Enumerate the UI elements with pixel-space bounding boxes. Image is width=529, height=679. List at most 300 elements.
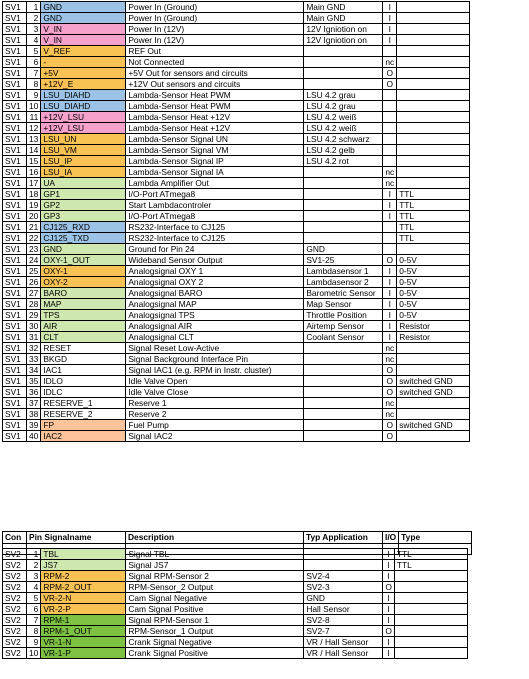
type-cell bbox=[397, 46, 470, 57]
pin-cell: 4 bbox=[27, 582, 41, 593]
pin-cell: 30 bbox=[27, 321, 41, 332]
description-cell: Lambda-Sensor Signal IP bbox=[126, 156, 304, 167]
io-cell bbox=[383, 244, 397, 255]
type-cell bbox=[397, 90, 470, 101]
pin-cell: 22 bbox=[27, 233, 41, 244]
header-pin-signal: Pin Signalname bbox=[27, 532, 126, 544]
pin-cell: 9 bbox=[27, 90, 41, 101]
application-cell: GND bbox=[304, 244, 383, 255]
description-cell: Analogsignal OXY 1 bbox=[126, 266, 304, 277]
description-cell: Lambda-Sensor Heat PWM bbox=[126, 90, 304, 101]
description-cell: Cam Signal Negative bbox=[126, 593, 304, 604]
signal-name-cell: BARO bbox=[41, 288, 126, 299]
io-cell: nc bbox=[383, 178, 397, 189]
type-cell bbox=[397, 68, 470, 79]
signal-name-cell: RPM-1 bbox=[41, 615, 126, 626]
type-cell bbox=[397, 2, 470, 13]
type-cell bbox=[397, 409, 470, 420]
pin-cell: 14 bbox=[27, 145, 41, 156]
connector-cell: SV1 bbox=[3, 200, 27, 211]
connector-cell: SV1 bbox=[3, 112, 27, 123]
table-row bbox=[3, 615, 468, 626]
connector-cell: SV1 bbox=[3, 57, 27, 68]
io-cell: I bbox=[383, 560, 395, 571]
application-cell bbox=[304, 409, 383, 420]
application-cell bbox=[304, 354, 383, 365]
table-row bbox=[3, 112, 470, 123]
application-cell: Lambdasensor 1 bbox=[304, 266, 383, 277]
type-cell bbox=[397, 156, 470, 167]
signal-name-cell: GND bbox=[41, 13, 126, 24]
io-cell: O bbox=[383, 626, 395, 637]
connector-cell: SV1 bbox=[3, 244, 27, 255]
signal-name-cell: LSU_VM bbox=[41, 145, 126, 156]
io-cell: nc bbox=[383, 167, 397, 178]
description-cell: Analogsignal TPS bbox=[126, 310, 304, 321]
description-cell: Power In (Ground) bbox=[126, 2, 304, 13]
connector-cell: SV1 bbox=[3, 101, 27, 112]
connector-cell: SV1 bbox=[3, 156, 27, 167]
pin-cell: 23 bbox=[27, 244, 41, 255]
pin-cell: 35 bbox=[27, 376, 41, 387]
type-cell bbox=[397, 24, 470, 35]
io-cell bbox=[383, 112, 397, 123]
table-row bbox=[3, 549, 468, 560]
description-cell: I/O-Port ATmega8 bbox=[126, 189, 304, 200]
description-cell: Lambda-Sensor Heat +12V bbox=[126, 123, 304, 134]
table-row bbox=[3, 387, 470, 398]
signal-name-cell: VR-2-N bbox=[41, 593, 126, 604]
signal-name-cell: RPM-2_OUT bbox=[41, 582, 126, 593]
application-cell: LSU 4.2 rot bbox=[304, 156, 383, 167]
connector-cell: SV1 bbox=[3, 2, 27, 13]
table-row bbox=[3, 648, 468, 659]
io-cell: O bbox=[383, 365, 397, 376]
type-cell: TTL bbox=[394, 549, 467, 560]
signal-name-cell: CJ125_TXD bbox=[41, 233, 126, 244]
application-cell: Barometric Sensor bbox=[304, 288, 383, 299]
io-cell: I bbox=[383, 299, 397, 310]
type-cell bbox=[394, 582, 467, 593]
type-cell bbox=[397, 343, 470, 354]
pin-cell: 10 bbox=[27, 648, 41, 659]
connector-cell: SV2 bbox=[3, 626, 27, 637]
type-cell: TTL bbox=[397, 222, 470, 233]
signal-name-cell: IDLC bbox=[41, 387, 126, 398]
io-cell bbox=[383, 134, 397, 145]
pin-cell: 33 bbox=[27, 354, 41, 365]
type-cell: Resistor bbox=[397, 332, 470, 343]
pin-cell: 13 bbox=[27, 134, 41, 145]
connector-cell: SV1 bbox=[3, 398, 27, 409]
signal-name-cell: RESERVE_2 bbox=[41, 409, 126, 420]
signal-name-cell: CJ125_RXD bbox=[41, 222, 126, 233]
description-cell: Crank Signal Negative bbox=[126, 637, 304, 648]
table-row bbox=[3, 167, 470, 178]
pin-cell: 4 bbox=[27, 35, 41, 46]
io-cell: nc bbox=[383, 354, 397, 365]
application-cell: SV2-3 bbox=[304, 582, 383, 593]
pin-cell: 21 bbox=[27, 222, 41, 233]
table-row bbox=[3, 376, 470, 387]
type-cell bbox=[397, 57, 470, 68]
application-cell: LSU 4.2 weiß bbox=[304, 112, 383, 123]
io-cell: I bbox=[383, 593, 395, 604]
signal-name-cell: UA bbox=[41, 178, 126, 189]
signal-name-cell: VR-2-P bbox=[41, 604, 126, 615]
signal-name-cell: GP3 bbox=[41, 211, 126, 222]
application-cell bbox=[304, 560, 383, 571]
application-cell: VR / Hall Sensor bbox=[304, 648, 383, 659]
connector-cell: SV2 bbox=[3, 637, 27, 648]
type-cell bbox=[394, 637, 467, 648]
io-cell bbox=[383, 233, 397, 244]
signal-name-cell: VR-1-N bbox=[41, 637, 126, 648]
io-cell: O bbox=[383, 387, 397, 398]
signal-name-cell: LSU_IA bbox=[41, 167, 126, 178]
application-cell: LSU 4.2 gelb bbox=[304, 145, 383, 156]
connector-cell: SV1 bbox=[3, 46, 27, 57]
description-cell: Not Connected bbox=[126, 57, 304, 68]
description-cell: Fuel Pump bbox=[126, 420, 304, 431]
connector-cell: SV1 bbox=[3, 24, 27, 35]
connector-cell: SV1 bbox=[3, 277, 27, 288]
io-cell: O bbox=[383, 582, 395, 593]
connector-cell: SV1 bbox=[3, 145, 27, 156]
io-cell: I bbox=[383, 648, 395, 659]
table-row bbox=[3, 178, 470, 189]
pin-cell: 8 bbox=[27, 626, 41, 637]
type-cell bbox=[397, 431, 470, 442]
signal-name-cell: FP bbox=[41, 420, 126, 431]
signal-name-cell: BKGD bbox=[41, 354, 126, 365]
signal-name-cell: RESET bbox=[41, 343, 126, 354]
type-cell bbox=[397, 145, 470, 156]
application-cell bbox=[304, 420, 383, 431]
type-cell: 0-5V bbox=[397, 277, 470, 288]
pin-cell: 9 bbox=[27, 637, 41, 648]
application-cell bbox=[304, 189, 383, 200]
description-cell: Lambda-Sensor Heat PWM bbox=[126, 101, 304, 112]
signal-name-cell: OXY-1_OUT bbox=[41, 255, 126, 266]
table-row bbox=[3, 354, 470, 365]
application-cell bbox=[304, 211, 383, 222]
application-cell bbox=[304, 79, 383, 90]
description-cell: RPM-Sensor_2 Output bbox=[126, 582, 304, 593]
signal-name-cell: JS7 bbox=[41, 560, 126, 571]
signal-name-cell: IDLO bbox=[41, 376, 126, 387]
description-cell: Analogsignal MAP bbox=[126, 299, 304, 310]
description-cell: RS232-Interface to CJ125 bbox=[126, 222, 304, 233]
io-cell: I bbox=[383, 332, 397, 343]
signal-name-cell: TPS bbox=[41, 310, 126, 321]
table-row bbox=[3, 68, 470, 79]
signal-name-cell: LSU_DIAHD bbox=[41, 90, 126, 101]
io-cell: I bbox=[383, 24, 397, 35]
connector-cell: SV2 bbox=[3, 571, 27, 582]
connector-cell: SV1 bbox=[3, 79, 27, 90]
description-cell: Lambda-Sensor Signal VM bbox=[126, 145, 304, 156]
signal-name-cell: LSU_IP bbox=[41, 156, 126, 167]
connector-cell: SV1 bbox=[3, 211, 27, 222]
description-cell: RS232-Interface to CJ125 bbox=[126, 233, 304, 244]
connector-cell: SV1 bbox=[3, 266, 27, 277]
io-cell: I bbox=[383, 189, 397, 200]
sv1-pin-table bbox=[2, 1, 470, 442]
type-cell bbox=[397, 398, 470, 409]
table-row bbox=[3, 211, 470, 222]
application-cell: Map Sensor bbox=[304, 299, 383, 310]
description-cell: Lambda-Sensor Signal IA bbox=[126, 167, 304, 178]
pin-cell: 40 bbox=[27, 431, 41, 442]
io-cell: I bbox=[383, 211, 397, 222]
signal-name-cell: IAC1 bbox=[41, 365, 126, 376]
io-cell: I bbox=[383, 35, 397, 46]
header-application: Typ Application bbox=[304, 532, 383, 544]
type-cell: TTL bbox=[397, 200, 470, 211]
application-cell bbox=[304, 398, 383, 409]
table-row bbox=[3, 321, 470, 332]
table-row bbox=[3, 409, 470, 420]
header-io: I/O bbox=[383, 532, 399, 544]
io-cell bbox=[383, 46, 397, 57]
application-cell: Main GND bbox=[304, 13, 383, 24]
connector-cell: SV1 bbox=[3, 233, 27, 244]
table-row bbox=[3, 35, 470, 46]
connector-cell: SV1 bbox=[3, 178, 27, 189]
application-cell bbox=[304, 68, 383, 79]
signal-name-cell: OXY-2 bbox=[41, 277, 126, 288]
connector-cell: SV2 bbox=[3, 549, 27, 560]
pin-cell: 12 bbox=[27, 123, 41, 134]
table-row bbox=[3, 200, 470, 211]
io-cell bbox=[383, 90, 397, 101]
application-cell bbox=[304, 222, 383, 233]
application-cell bbox=[304, 365, 383, 376]
io-cell: nc bbox=[383, 398, 397, 409]
description-cell: Signal Reset Low-Active bbox=[126, 343, 304, 354]
type-cell bbox=[394, 604, 467, 615]
io-cell: O bbox=[383, 431, 397, 442]
application-cell bbox=[304, 387, 383, 398]
application-cell: Main GND bbox=[304, 2, 383, 13]
pin-cell: 15 bbox=[27, 156, 41, 167]
description-cell: I/O-Port ATmega8 bbox=[126, 211, 304, 222]
description-cell: Analogsignal AIR bbox=[126, 321, 304, 332]
signal-name-cell: GND bbox=[41, 244, 126, 255]
type-cell bbox=[397, 35, 470, 46]
connector-cell: SV1 bbox=[3, 354, 27, 365]
pin-cell: 31 bbox=[27, 332, 41, 343]
pin-cell: 34 bbox=[27, 365, 41, 376]
type-cell bbox=[397, 167, 470, 178]
application-cell bbox=[304, 200, 383, 211]
application-cell: LSU 4.2 weiß bbox=[304, 123, 383, 134]
signal-name-cell: GP2 bbox=[41, 200, 126, 211]
pin-cell: 19 bbox=[27, 200, 41, 211]
pin-cell: 27 bbox=[27, 288, 41, 299]
pin-cell: 8 bbox=[27, 79, 41, 90]
type-cell: 0-5V bbox=[397, 288, 470, 299]
table-row bbox=[3, 79, 470, 90]
type-cell bbox=[394, 648, 467, 659]
io-cell: I bbox=[383, 266, 397, 277]
table-row bbox=[3, 332, 470, 343]
signal-name-cell: LSU_UN bbox=[41, 134, 126, 145]
io-cell: nc bbox=[383, 409, 397, 420]
connector-cell: SV1 bbox=[3, 299, 27, 310]
table-row bbox=[3, 145, 470, 156]
pin-cell: 39 bbox=[27, 420, 41, 431]
description-cell: Wideband Sensor Output bbox=[126, 255, 304, 266]
description-cell: Power In (Ground) bbox=[126, 13, 304, 24]
connector-cell: SV2 bbox=[3, 615, 27, 626]
signal-name-cell: MAP bbox=[41, 299, 126, 310]
table-row bbox=[3, 189, 470, 200]
connector-cell: SV1 bbox=[3, 189, 27, 200]
pin-cell: 17 bbox=[27, 178, 41, 189]
io-cell: I bbox=[383, 637, 395, 648]
connector-cell: SV2 bbox=[3, 582, 27, 593]
pin-cell: 10 bbox=[27, 101, 41, 112]
connector-cell: SV1 bbox=[3, 321, 27, 332]
table-row bbox=[3, 637, 468, 648]
connector-cell: SV2 bbox=[3, 560, 27, 571]
connector-cell: SV1 bbox=[3, 68, 27, 79]
io-cell: nc bbox=[383, 57, 397, 68]
pin-cell: 37 bbox=[27, 398, 41, 409]
type-cell: TTL bbox=[397, 233, 470, 244]
io-cell: O bbox=[383, 420, 397, 431]
description-cell: Lambda Amplifier Out bbox=[126, 178, 304, 189]
connector-cell: SV1 bbox=[3, 387, 27, 398]
connector-cell: SV1 bbox=[3, 431, 27, 442]
signal-name-cell: +12V_LSU bbox=[41, 112, 126, 123]
io-cell: O bbox=[383, 79, 397, 90]
table-row bbox=[3, 255, 470, 266]
signal-name-cell: TBL bbox=[41, 549, 126, 560]
pin-cell: 32 bbox=[27, 343, 41, 354]
application-cell: Throttle Position bbox=[304, 310, 383, 321]
header-row bbox=[3, 532, 472, 544]
table-row bbox=[3, 420, 470, 431]
table-row bbox=[3, 431, 470, 442]
type-cell bbox=[394, 626, 467, 637]
type-cell bbox=[394, 571, 467, 582]
type-cell bbox=[397, 244, 470, 255]
connector-cell: SV2 bbox=[3, 648, 27, 659]
connector-cell: SV1 bbox=[3, 255, 27, 266]
io-cell bbox=[383, 145, 397, 156]
application-cell bbox=[304, 46, 383, 57]
type-cell bbox=[397, 13, 470, 24]
signal-name-cell: RESERVE_1 bbox=[41, 398, 126, 409]
signal-name-cell: V_REF bbox=[41, 46, 126, 57]
io-cell: I bbox=[383, 571, 395, 582]
type-cell: Resistor bbox=[397, 321, 470, 332]
description-cell: +5V Out for sensors and circuits bbox=[126, 68, 304, 79]
application-cell: SV2-4 bbox=[304, 571, 383, 582]
description-cell: Crank Signal Positive bbox=[126, 648, 304, 659]
description-cell: RPM-Sensor_1 Output bbox=[126, 626, 304, 637]
description-cell: Analogsignal BARO bbox=[126, 288, 304, 299]
description-cell: REF Out bbox=[126, 46, 304, 57]
signal-name-cell: RPM-2 bbox=[41, 571, 126, 582]
table-row bbox=[3, 560, 468, 571]
application-cell: LSU 4.2 grau bbox=[304, 90, 383, 101]
header-type: Type bbox=[399, 532, 472, 544]
description-cell: Lambda-Sensor Signal UN bbox=[126, 134, 304, 145]
pin-cell: 5 bbox=[27, 46, 41, 57]
connector-cell: SV1 bbox=[3, 123, 27, 134]
connector-cell: SV1 bbox=[3, 222, 27, 233]
signal-name-cell: CLT bbox=[41, 332, 126, 343]
description-cell: Signal JS7 bbox=[126, 560, 304, 571]
table-row bbox=[3, 222, 470, 233]
application-cell bbox=[304, 57, 383, 68]
pin-cell: 6 bbox=[27, 604, 41, 615]
connector-cell: SV1 bbox=[3, 310, 27, 321]
signal-name-cell: IAC2 bbox=[41, 431, 126, 442]
connector-cell: SV2 bbox=[3, 593, 27, 604]
io-cell: I bbox=[383, 2, 397, 13]
description-cell: Analogsignal CLT bbox=[126, 332, 304, 343]
io-cell: I bbox=[383, 321, 397, 332]
pin-cell: 6 bbox=[27, 57, 41, 68]
header-description: Description bbox=[126, 532, 304, 544]
io-cell: O bbox=[383, 255, 397, 266]
connector-cell: SV1 bbox=[3, 409, 27, 420]
type-cell bbox=[397, 134, 470, 145]
io-cell bbox=[383, 123, 397, 134]
type-cell: TTL bbox=[394, 560, 467, 571]
application-cell: SV2-7 bbox=[304, 626, 383, 637]
signal-name-cell: +12V_LSU bbox=[41, 123, 126, 134]
table-row bbox=[3, 90, 470, 101]
pin-cell: 1 bbox=[27, 2, 41, 13]
pin-cell: 36 bbox=[27, 387, 41, 398]
description-cell: Idle Valve Open bbox=[126, 376, 304, 387]
signal-name-cell: GP1 bbox=[41, 189, 126, 200]
signal-name-cell: +5V bbox=[41, 68, 126, 79]
sv1-table-body bbox=[3, 2, 470, 442]
pin-cell: 16 bbox=[27, 167, 41, 178]
io-cell bbox=[383, 101, 397, 112]
table-row bbox=[3, 299, 470, 310]
pin-cell: 29 bbox=[27, 310, 41, 321]
application-cell: Airtemp Sensor bbox=[304, 321, 383, 332]
type-cell: TTL bbox=[397, 189, 470, 200]
signal-name-cell: V_IN bbox=[41, 24, 126, 35]
io-cell bbox=[383, 156, 397, 167]
application-cell: VR / Hall Sensor bbox=[304, 637, 383, 648]
table-row bbox=[3, 582, 468, 593]
pin-cell: 5 bbox=[27, 593, 41, 604]
signal-name-cell: - bbox=[41, 57, 126, 68]
description-cell: Ground for Pin 24 bbox=[126, 244, 304, 255]
type-cell: switched GND bbox=[397, 387, 470, 398]
description-cell: Reserve 1 bbox=[126, 398, 304, 409]
connector-cell: SV2 bbox=[3, 604, 27, 615]
pin-cell: 26 bbox=[27, 277, 41, 288]
sv2-table-body bbox=[3, 549, 468, 659]
type-cell: 0-5V bbox=[397, 266, 470, 277]
connector-cell: SV1 bbox=[3, 420, 27, 431]
table-row bbox=[3, 57, 470, 68]
application-cell: GND bbox=[304, 593, 383, 604]
type-cell: TTL bbox=[397, 211, 470, 222]
table-row bbox=[3, 398, 470, 409]
